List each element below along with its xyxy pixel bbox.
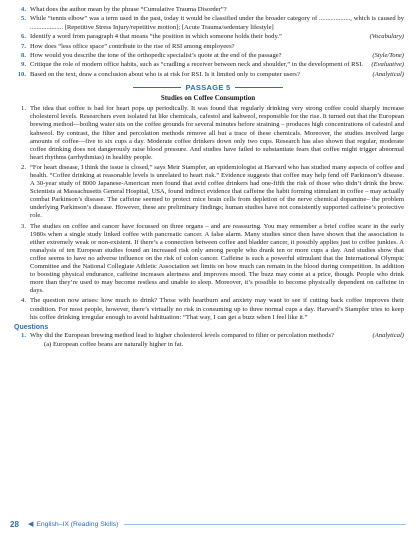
question-text <box>30 33 404 41</box>
question-item <box>12 43 404 51</box>
top-question-list <box>12 6 404 79</box>
question-text <box>30 61 404 69</box>
passage-title: Studies on Coffee Consumption <box>160 94 256 103</box>
question-number: 7. <box>21 42 26 50</box>
paragraph-text: The studies on coffee and cancer have focussed on three organs – and are reassuring. You may remember a brief coffee scare in the early 1980s when a single study linked coffee with pancreatic cancer. A false alarm. Many studies since then have shown that the association is either extremely weak or non-existent. If there’s a connection between coffee and bladder cancer, it possibly applies just to coffee junkies. A reanalysis of ten European studies found an increased risk only among people who drank ten or more cups a day. And studies show that coffee seems to have no adverse influence on the risk of colon cancer. Caffeine is such a powerful stimulant that the International Olympic Committee and the National Collegiate Athletic Association set limits on how much can remain in the blood during competition. In addition to boosting physical endurance, caffeine increases alertness and improves mood. The buzz may come at a price, though. People who drink more than they’re used to may become restless and unable to sleep. Moreover, it’s possible to become physically dependent on caffeine in days. <box>30 222 404 295</box>
question-body: How would you describe the tone of the orthopedic specialist’s quote at the end of the passage? <box>30 52 282 60</box>
paragraph <box>12 164 404 221</box>
question-number: 10. <box>17 70 26 78</box>
question-item <box>12 71 404 79</box>
paragraph-number: 4. <box>21 297 26 305</box>
paragraph-text: “For heart disease, I think the issue is closed,” says Meir Stampfer, an epidemiologist at Harvard who has studied many aspects of coffee and health. “Coffee drinking at reasonable levels is unrelated to heart risk.” Evidence suggests that coffee may help fend off Parkinson’s disease. A 30-year study of 8000 Japanese-American men found that avid coffee drinkers had one-fifth the risk of those who didn’t drink the brew. Scientists at Massachusetts General Hospital, USA, found indirect evidence that caffeine the habit forming stimulant in coffee – may actually combat Parkinson’s disease. The caffeine seemed to protect mice brain cells from depletion of the nerve chemical dopamine– the problem underlying Parkinson’s disease. However, these are preliminary findings; human studies have not consistently supported caffeine’s protective role. <box>30 163 404 220</box>
paragraph-number: 2. <box>21 163 26 171</box>
question-text: What does the author mean by the phrase “Cumulative Trauma Disorder”? <box>30 6 227 13</box>
page-number: 28 <box>10 519 19 529</box>
page-footer <box>0 517 416 531</box>
question-text: While “tennis elbow” was a term used in the past, today it would be classified under the broader category of ..................., which is caused by .................... [Repetitive Stress Injury/repetitive motion]; [Acute Trauma/sedentary lifestyle] <box>30 15 404 31</box>
passage-label: PASSAGE 5 <box>185 83 231 93</box>
question-number: 8. <box>21 52 26 60</box>
book-title: English–IX (Reading Skills) <box>36 520 119 528</box>
question-text <box>30 332 404 340</box>
question-item <box>12 332 404 340</box>
paragraph-number: 3. <box>21 222 26 230</box>
question-item <box>12 52 404 60</box>
question-item <box>12 61 404 69</box>
paragraph <box>12 297 404 321</box>
question-number: 5. <box>21 15 26 23</box>
paragraph-number: 1. <box>21 105 26 113</box>
question-body: Why did the European brewing method lead to higher cholesterol levels compared to filter or percolation methods? <box>30 331 334 339</box>
question-number: 9. <box>21 61 26 69</box>
footer-rule <box>124 524 406 525</box>
question-number: 6. <box>21 33 26 41</box>
answer-option: (a) European coffee beans are naturally higher in fat. <box>44 341 184 349</box>
paragraph-text: The idea that coffee is bad for heart pops up periodically. It was found that regularly drinking very strong coffee could sharply increase cholesterol levels. Researchers even isolated fat like chemicals, cafestol and kahweol, responsible for the rise. It turned out that the European brewing method—boiling water sits on the coffee grounds for several minutes before straining – produces high concentrations of cafestol and kahweol. By contrast, the filter and percolation methods remove all but a trace of these chemicals. Moreover, the studies involved large amounts of coffee—five to six cups a day. Moderate coffee drinkers down only two cups. Research has also shown that regular, moderate coffee drinking does not dangerously raise blood pressure. And studies have failed to substantiate fears that coffee might trigger abnormal heart rhythms (arrhythmias) in healthy people. <box>30 105 404 161</box>
question-item <box>12 15 404 32</box>
question-tag: (Analytical) <box>372 70 404 78</box>
question-tag: (Analytical) <box>372 331 404 339</box>
question-tag: (Style/Tone) <box>372 52 404 60</box>
question-item <box>12 33 404 41</box>
question-number: 1. <box>21 331 26 339</box>
paragraph <box>12 105 404 162</box>
question-body: Critique the role of modern office habits, such as “cradling a receiver between neck and shoulder,” in the development of RSI. <box>30 61 364 69</box>
questions-heading: Questions <box>14 323 49 331</box>
question-body: Based on the text, draw a conclusion about who is at risk for RSI. Is it limited only to computer users? <box>30 70 300 78</box>
passage-header <box>12 83 404 92</box>
paragraph <box>12 223 404 296</box>
arrow-left-icon: ◀ <box>28 520 34 528</box>
question-item <box>12 6 404 14</box>
question-tag: (Evaluative) <box>371 61 404 69</box>
question-body: Identify a word from paragraph 4 that means “the position in which someone holds their body.” <box>30 33 282 41</box>
question-tag: (Vocabulary) <box>369 33 404 41</box>
question-text <box>30 71 404 79</box>
question-text: How does “less office space” contribute to the rise of RSI among employees? <box>30 42 235 50</box>
passage-body <box>12 105 404 321</box>
divider <box>235 87 283 88</box>
question-number: 4. <box>21 6 26 13</box>
divider <box>133 87 181 88</box>
paragraph-text: The question now arises: how much to drink? Those with heartburn and anxiety may want to see if cutting back coffee improves their condition. For most people, however, there’s virtually no risk in consuming up to three normal cups a day. Harvard’s Stampfer tries to keep his coffee drinking irregular enough to avoid habituation: “That way, I can get a buzz when I feel like it.” <box>30 297 404 321</box>
question-text <box>30 52 404 60</box>
